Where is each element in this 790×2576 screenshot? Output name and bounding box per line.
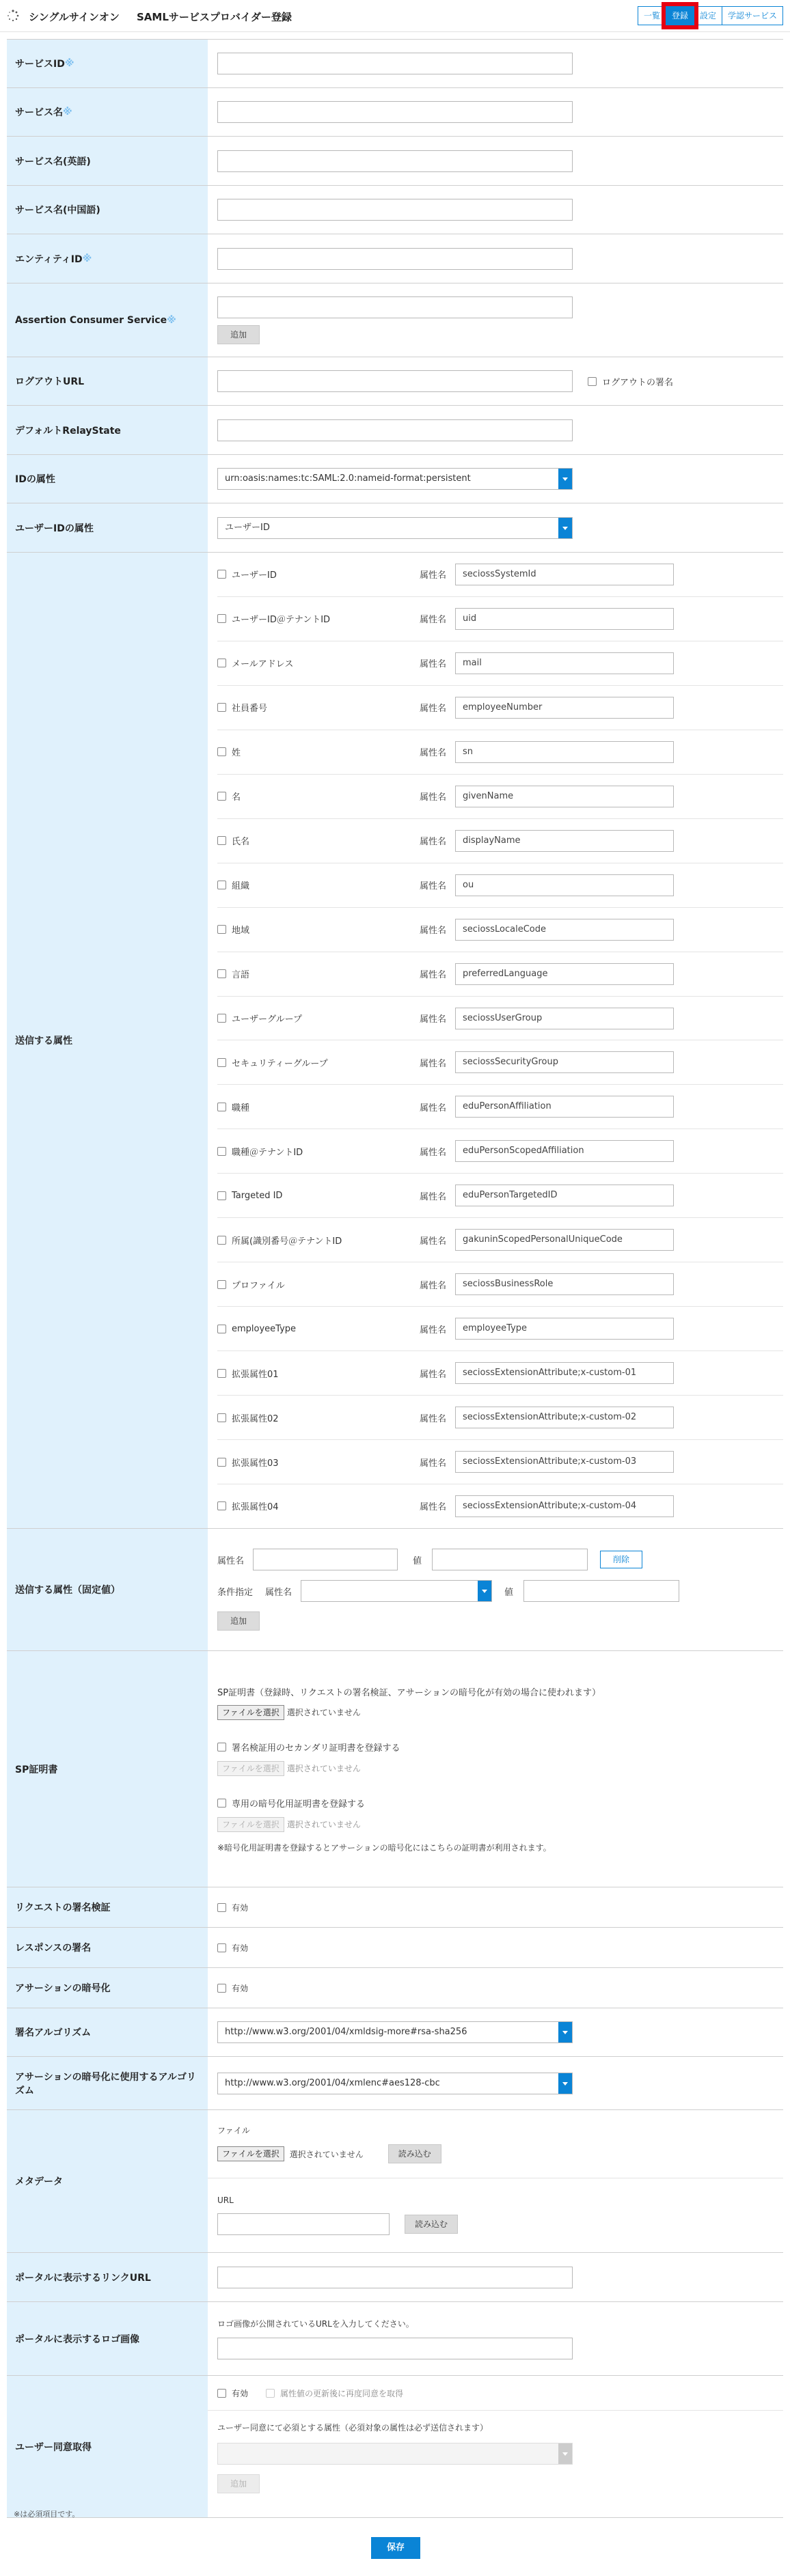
reconsent-option: 属性値の更新後に再度同意を取得: [266, 2387, 403, 2399]
metadata-url-load-button[interactable]: 読み込む: [405, 2215, 458, 2234]
row-service-id: [7, 40, 783, 88]
sign-algo-select[interactable]: http://www.w3.org/2001/04/xmldsig-more#rsa-sha256: [217, 2021, 573, 2043]
attr-name-label: 属性名: [420, 615, 447, 626]
relay-state-input[interactable]: [217, 419, 573, 441]
logout-sign-option[interactable]: ログアウトの署名: [588, 375, 673, 388]
send-attr-row: [217, 863, 783, 908]
attr-name-label: 属性名: [420, 970, 447, 981]
page-header: [0, 0, 790, 32]
send-attr-row: [217, 908, 783, 952]
spinner-logo-icon: [7, 10, 19, 22]
register-button[interactable]: 登録: [666, 6, 694, 25]
send-attr-option[interactable]: [217, 1012, 420, 1025]
secondary-cert-file-button: ファイルを選択: [217, 1761, 284, 1776]
send-attr-option[interactable]: [217, 701, 420, 714]
send-attr-option[interactable]: [217, 1056, 420, 1069]
row-service-name-cn: [7, 186, 783, 234]
label-metadata: メタデータ: [7, 2110, 208, 2252]
attr-name-label: 属性名: [420, 1413, 447, 1424]
send-attr-row: [217, 997, 783, 1041]
attr-name-label: 属性名: [420, 704, 447, 715]
label-portal-link: ポータルに表示するリンクURL: [7, 2253, 208, 2301]
row-portal-logo: ポータルに表示するロゴ画像 ロゴ画像が公開されているURLを入力してください。: [7, 2302, 783, 2376]
send-attr-checkbox[interactable]: [217, 792, 226, 801]
send-attr-label: 姓: [232, 748, 241, 759]
attr-name-input[interactable]: displayName: [455, 830, 674, 852]
send-attr-label: 所属(識別番号＠テナントID: [232, 1236, 342, 1247]
secondary-cert-option[interactable]: 署名検証用のセカンダリ証明書を登録する: [217, 1741, 400, 1754]
attr-name-label: 属性名: [420, 659, 447, 670]
send-attr-label: ユーザーID: [232, 570, 277, 581]
send-attr-checkbox[interactable]: [217, 1236, 226, 1245]
list-button[interactable]: 一覧: [638, 6, 666, 25]
send-attr-checkbox[interactable]: [217, 969, 226, 978]
attr-name-input[interactable]: eduPersonScopedAffiliation: [455, 1140, 674, 1162]
send-attr-option[interactable]: [217, 1100, 420, 1113]
attr-name-input[interactable]: sn: [455, 741, 674, 763]
send-attr-label: 拡張属性03: [232, 1458, 279, 1469]
row-portal-link: [7, 2253, 783, 2302]
send-attr-option[interactable]: [217, 612, 420, 625]
row-send-attrs: [7, 553, 783, 1529]
label-service-name-cn: サービス名(中国語): [7, 186, 208, 234]
send-attr-checkbox[interactable]: [217, 836, 226, 845]
row-consent: ユーザー同意取得 有効 属性値の更新後に再度同意を取得 ユーザー同意にて必須とする属性（必須対象の属性は必ず送信されます） 追加: [7, 2376, 783, 2518]
label-enc-algo: アサーションの暗号化に使用するアルゴリズム: [7, 2057, 208, 2109]
consent-enable-option[interactable]: 有効: [217, 2387, 248, 2399]
consent-enable-checkbox[interactable]: [217, 2389, 226, 2398]
send-attr-checkbox[interactable]: [217, 1458, 226, 1467]
send-attr-row: [217, 1040, 783, 1085]
send-attr-label: employeeType: [232, 1323, 297, 1334]
user-id-attr-select[interactable]: ユーザーID: [217, 517, 573, 539]
label-portal-logo: ポータルに表示するロゴ画像: [7, 2302, 208, 2375]
save-button[interactable]: 保存: [371, 2537, 420, 2559]
chevron-down-icon: [478, 1581, 491, 1601]
send-attr-label: 拡張属性01: [232, 1369, 279, 1380]
send-attr-row: [217, 1484, 783, 1528]
sp-cert-file-button[interactable]: ファイルを選択: [217, 1705, 284, 1720]
send-attr-checkbox[interactable]: [217, 1103, 226, 1111]
portal-logo-input[interactable]: [217, 2338, 573, 2359]
attr-name-input[interactable]: seciossUserGroup: [455, 1008, 674, 1029]
send-attr-label: 拡張属性04: [232, 1502, 279, 1513]
label-service-id: サービスID ※: [7, 40, 208, 87]
response-sign-checkbox[interactable]: [217, 1943, 226, 1952]
attr-name-input[interactable]: employeeNumber: [455, 697, 674, 719]
encrypt-cert-file-button: ファイルを選択: [217, 1817, 284, 1832]
label-fixed-attrs: 送信する属性（固定値）: [7, 1529, 208, 1650]
send-attr-row: [217, 819, 783, 863]
service-name-input[interactable]: [217, 101, 573, 123]
attr-name-label: 属性名: [420, 926, 447, 937]
service-name-en-input[interactable]: [217, 150, 573, 172]
attr-name-label: 属性名: [420, 748, 447, 759]
metadata-url-input[interactable]: [217, 2213, 390, 2235]
send-attr-row: [217, 1440, 783, 1484]
portal-link-input[interactable]: [217, 2267, 573, 2288]
send-attr-checkbox[interactable]: [217, 747, 226, 756]
send-attr-option[interactable]: [217, 1411, 420, 1424]
fixed-attr-value-input[interactable]: [432, 1549, 588, 1570]
attr-name-input[interactable]: givenName: [455, 786, 674, 807]
label-send-attrs: 送信する属性: [7, 553, 208, 1528]
metadata-file-load-button[interactable]: 読み込む: [388, 2144, 441, 2163]
attr-name-input[interactable]: seciossExtensionAttribute;x-custom-01: [455, 1362, 674, 1384]
send-attr-label: 地域: [232, 926, 250, 937]
gakunin-service-button[interactable]: 学認サービス: [722, 6, 783, 25]
attr-name-label: 属性名: [420, 1502, 447, 1513]
sp-registration-form: [7, 39, 783, 2518]
send-attr-checkbox[interactable]: [217, 881, 226, 889]
chevron-down-icon: [558, 2443, 572, 2464]
label-sp-cert: SP証明書: [7, 1651, 208, 1887]
header-tabs: [638, 6, 783, 25]
attr-name-input[interactable]: seciossBusinessRole: [455, 1273, 674, 1295]
send-attr-option[interactable]: [217, 1456, 420, 1469]
request-sign-option[interactable]: 有効: [217, 1902, 783, 1913]
send-attr-row: [217, 597, 783, 641]
row-acs: [7, 283, 783, 357]
attr-name-input[interactable]: seciossExtensionAttribute;x-custom-03: [455, 1451, 674, 1473]
app-title: シングルサインオン: [29, 11, 120, 23]
send-attr-label: 職種: [232, 1103, 250, 1113]
attr-name-input[interactable]: ou: [455, 874, 674, 896]
row-request-sign: [7, 1887, 783, 1928]
attr-name-label: 属性名: [420, 1058, 447, 1069]
row-relay-state: [7, 406, 783, 455]
attr-name-label: 属性名: [420, 1369, 447, 1380]
send-attr-label: 拡張属性02: [232, 1413, 279, 1424]
attr-name-label: 属性名: [420, 1280, 447, 1291]
attr-name-label: 属性名: [420, 837, 447, 848]
attr-name-label: 属性名: [420, 570, 447, 581]
attr-name-label: 属性名: [420, 1325, 447, 1335]
row-user-id-attr: [7, 503, 783, 553]
send-attr-row: [217, 1396, 783, 1440]
service-name-cn-input[interactable]: [217, 199, 573, 221]
row-service-name: [7, 88, 783, 137]
attr-name-label: 属性名: [420, 1191, 447, 1202]
attr-name-label: 属性名: [420, 881, 447, 892]
label-relay-state: デフォルトRelayState: [7, 406, 208, 454]
response-sign-option[interactable]: 有効: [217, 1942, 783, 1954]
sp-cert-description: SP証明書（登録時、リクエストの署名検証、アサーションの暗号化が有効の場合に使われます）: [217, 1687, 601, 1698]
send-attr-label: 職種＠テナントID: [232, 1147, 303, 1158]
send-attr-label: メールアドレス: [232, 659, 294, 670]
send-attr-checkbox[interactable]: [217, 1325, 226, 1333]
attr-name-input[interactable]: eduPersonTargetedID: [455, 1185, 674, 1206]
row-response-sign: [7, 1928, 783, 1968]
send-attr-label: 組織: [232, 881, 250, 892]
send-attr-label: ユーザーグループ: [232, 1014, 302, 1025]
send-attr-label: 社員番号: [232, 704, 268, 715]
reconsent-checkbox: [266, 2389, 275, 2398]
row-enc-algo: [7, 2057, 783, 2110]
send-attr-row: [217, 641, 783, 686]
send-attr-row: [217, 553, 783, 597]
required-note: ※は必須項目です。: [14, 2510, 80, 2519]
label-service-name: サービス名 ※: [7, 88, 208, 136]
fixed-attr-delete-button[interactable]: 削除: [600, 1551, 642, 1568]
send-attr-label: セキュリティーグループ: [232, 1058, 328, 1069]
send-attr-row: [217, 1262, 783, 1307]
service-id-input[interactable]: [217, 53, 573, 74]
attr-name-label: 属性名: [420, 792, 447, 803]
send-attr-checkbox[interactable]: [217, 703, 226, 712]
send-attr-option[interactable]: [217, 568, 420, 581]
attr-name-input[interactable]: seciossSystemId: [455, 564, 674, 585]
condition-attr-select[interactable]: [301, 1580, 492, 1602]
acs-add-button[interactable]: 追加: [217, 325, 260, 344]
send-attr-row: [217, 952, 783, 997]
send-attr-label: Targeted ID: [232, 1190, 283, 1201]
send-attr-label: 氏名: [232, 837, 250, 848]
encrypt-cert-checkbox[interactable]: [217, 1799, 226, 1808]
send-attr-row: [217, 1129, 783, 1174]
label-id-attr: IDの属性: [7, 455, 208, 503]
label-logout-url: ログアウトURL: [7, 357, 208, 405]
consent-add-button: 追加: [217, 2474, 260, 2493]
secondary-cert-checkbox[interactable]: [217, 1743, 226, 1751]
send-attr-checkbox[interactable]: [217, 614, 226, 623]
label-acs: Assertion Consumer Service ※: [7, 283, 208, 357]
id-attr-select[interactable]: urn:oasis:names:tc:SAML:2.0:nameid-format:persistent: [217, 468, 573, 490]
send-attr-checkbox[interactable]: [217, 1191, 226, 1200]
metadata-file-button[interactable]: ファイルを選択: [217, 2146, 284, 2161]
attr-name-label: 属性名: [420, 1236, 447, 1247]
label-assertion-encrypt: アサーションの暗号化: [7, 1968, 208, 2008]
send-attr-option[interactable]: [217, 1278, 420, 1291]
send-attr-checkbox[interactable]: [217, 1413, 226, 1422]
attr-name-input[interactable]: seciossSecurityGroup: [455, 1051, 674, 1073]
send-attr-option[interactable]: [217, 967, 420, 980]
fixed-attr-name-input[interactable]: [253, 1549, 398, 1570]
send-attr-row: [217, 686, 783, 730]
send-attr-row: [217, 1174, 783, 1218]
send-attr-option[interactable]: [217, 1324, 420, 1334]
label-user-id-attr: ユーザーIDの属性: [7, 503, 208, 552]
send-attr-option[interactable]: [217, 1499, 420, 1512]
chevron-down-icon: [558, 2073, 572, 2094]
chevron-down-icon: [558, 469, 572, 489]
attr-name-label: 属性名: [420, 1103, 447, 1113]
send-attr-option[interactable]: [217, 1367, 420, 1380]
label-consent: ユーザー同意取得: [7, 2376, 208, 2517]
send-attr-checkbox[interactable]: [217, 925, 226, 934]
send-attr-row: [217, 730, 783, 775]
send-attr-row: [217, 1351, 783, 1396]
send-attr-option[interactable]: [217, 834, 420, 847]
label-sign-algo: 署名アルゴリズム: [7, 2008, 208, 2056]
logout-sign-checkbox[interactable]: [588, 377, 597, 386]
attr-name-input[interactable]: gakuninScopedPersonalUniqueCode: [455, 1229, 674, 1251]
consent-attr-select: [217, 2443, 573, 2465]
row-service-name-en: [7, 137, 783, 186]
enc-algo-select[interactable]: http://www.w3.org/2001/04/xmlenc#aes128-cbc: [217, 2073, 573, 2094]
attr-name-label: 属性名: [420, 1147, 447, 1158]
assertion-encrypt-option[interactable]: 有効: [217, 1982, 783, 1994]
assertion-encrypt-checkbox[interactable]: [217, 1984, 226, 1993]
send-attr-option[interactable]: [217, 1234, 420, 1247]
label-response-sign: レスポンスの署名: [7, 1928, 208, 1967]
send-attr-row: [217, 775, 783, 819]
send-attr-row: [217, 1085, 783, 1129]
row-assertion-encrypt: [7, 1968, 783, 2008]
attr-name-input[interactable]: preferredLanguage: [455, 963, 674, 985]
attr-name-input[interactable]: eduPersonAffiliation: [455, 1096, 674, 1118]
send-attr-option[interactable]: [217, 1145, 420, 1158]
send-attr-option[interactable]: [217, 923, 420, 936]
send-attr-checkbox[interactable]: [217, 570, 226, 579]
attr-name-input[interactable]: employeeType: [455, 1318, 674, 1340]
send-attr-row: [217, 1218, 783, 1262]
row-fixed-attrs: 送信する属性（固定値） 属性名 値 削除 条件指定 属性名 値 追加: [7, 1529, 783, 1651]
send-attr-option[interactable]: [217, 878, 420, 891]
send-attr-label: ユーザーID＠テナントID: [232, 615, 331, 626]
send-attr-option[interactable]: [217, 745, 420, 758]
attr-name-input[interactable]: mail: [455, 652, 674, 674]
send-attr-label: 言語: [232, 970, 250, 981]
attr-name-label: 属性名: [420, 1014, 447, 1025]
send-attr-checkbox[interactable]: [217, 1369, 226, 1378]
send-attr-checkbox[interactable]: [217, 1058, 226, 1067]
settings-button[interactable]: 設定: [694, 6, 722, 25]
row-metadata: メタデータ ファイル ファイルを選択 選択されていません 読み込む URL 読み込む: [7, 2110, 783, 2253]
send-attrs-list: [208, 553, 783, 1528]
label-service-name-en: サービス名(英語): [7, 137, 208, 185]
attr-name-input[interactable]: seciossLocaleCode: [455, 919, 674, 941]
label-entity-id: エンティティID ※: [7, 234, 208, 283]
send-attr-checkbox[interactable]: [217, 1280, 226, 1289]
request-sign-checkbox[interactable]: [217, 1903, 226, 1912]
chevron-down-icon: [558, 518, 572, 538]
send-attr-label: プロファイル: [232, 1280, 285, 1291]
row-logout-url: [7, 357, 783, 406]
condition-value-input[interactable]: [523, 1580, 679, 1602]
chevron-down-icon: [558, 2022, 572, 2042]
send-attr-checkbox[interactable]: [217, 1014, 226, 1023]
row-sp-cert: SP証明書 SP証明書（登録時、リクエストの署名検証、アサーションの暗号化が有効の場合に使われます） ファイルを選択 選択されていません 署名検証用のセカンダリ証明書を登録する ファイルを選択 選択されていません 専用の暗号化用証明書を登録する ファイルを選択 選択されていません ※暗号化用証明書を登録するとアサーションの暗号化にはこちらの証明書が利用されます。: [7, 1651, 783, 1887]
send-attr-checkbox[interactable]: [217, 659, 226, 667]
attr-name-input[interactable]: uid: [455, 608, 674, 630]
send-attr-label: 名: [232, 792, 241, 803]
label-request-sign: リクエストの署名検証: [7, 1887, 208, 1927]
send-attr-option[interactable]: [217, 656, 420, 669]
attr-name-input[interactable]: seciossExtensionAttribute;x-custom-02: [455, 1407, 674, 1428]
logout-url-input[interactable]: [217, 370, 573, 392]
encrypt-cert-note: ※暗号化用証明書を登録するとアサーションの暗号化にはこちらの証明書が利用されます。: [217, 1842, 551, 1853]
row-entity-id: [7, 234, 783, 283]
entity-id-input[interactable]: [217, 248, 573, 270]
row-sign-algo: [7, 2008, 783, 2057]
page-title: SAMLサービスプロバイダー登録: [137, 11, 292, 23]
encrypt-cert-option[interactable]: 専用の暗号化用証明書を登録する: [217, 1797, 365, 1810]
fixed-attr-add-button[interactable]: 追加: [217, 1611, 260, 1631]
attr-name-input[interactable]: seciossExtensionAttribute;x-custom-04: [455, 1495, 674, 1517]
send-attr-row: [217, 1307, 783, 1351]
send-attr-checkbox[interactable]: [217, 1501, 226, 1510]
send-attr-option[interactable]: [217, 1191, 420, 1201]
send-attr-checkbox[interactable]: [217, 1147, 226, 1156]
acs-input[interactable]: [217, 296, 573, 318]
send-attr-option[interactable]: [217, 790, 420, 803]
row-id-attr: [7, 455, 783, 503]
attr-name-label: 属性名: [420, 1458, 447, 1469]
